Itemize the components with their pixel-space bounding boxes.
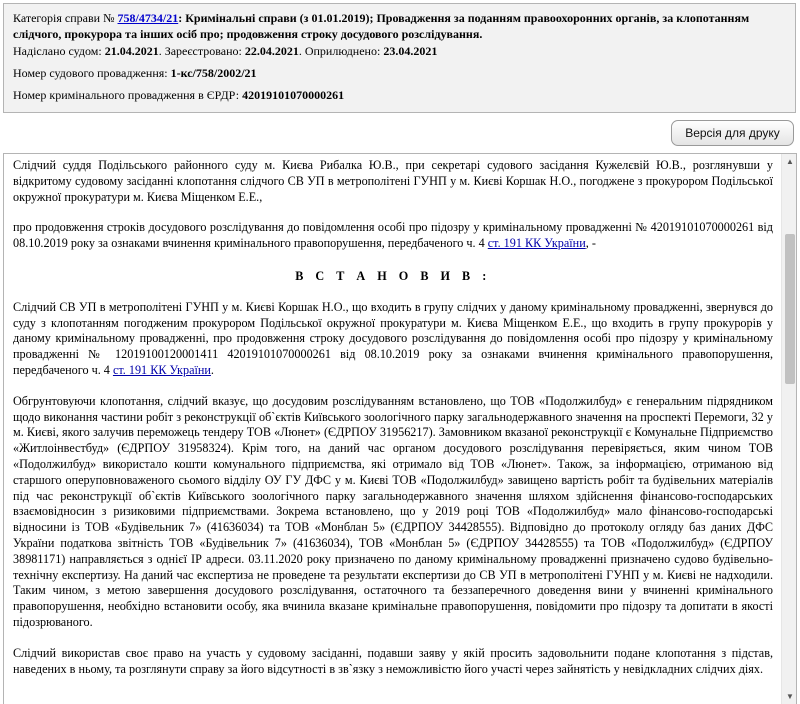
sent-date: 21.04.2021 [104, 44, 159, 58]
triangle-up-icon[interactable]: ▲ [786, 157, 794, 166]
published-date: 23.04.2021 [383, 44, 438, 58]
case-category-text: Кримінальні справи (з 01.01.2019); Провадження за поданням правоохоронних органів, за клопотанням слідчого, прокурора та інших осіб про; продовження строку досудового розслідування. [13, 11, 750, 41]
erdr-label: Номер кримінального провадження в ЄРДР: [13, 88, 243, 102]
case-dates-line [13, 43, 786, 62]
subject-text: про продовження строків досудового розслідування до повідомлення особі про підозру у кримінальному провадженні № 42019101070000261 від 08.10.2019 року за ознаками вчинення кримінального правопорушення, передбаченого ч. 4 [13, 220, 773, 251]
vertical-scrollbar[interactable] [781, 154, 797, 704]
case-category-label: Категорія справи № [13, 11, 118, 25]
subject-tail: , - [585, 236, 596, 251]
sent-label: Надіслано судом: [13, 44, 105, 58]
document-body [4, 154, 781, 704]
case-category-line [13, 10, 786, 42]
published-label: . Оприлюднено: [298, 44, 384, 58]
registered-label: . Зареєстровано: [158, 44, 245, 58]
subject-law-link[interactable]: ст. 191 КК України [487, 236, 586, 251]
case-category-sep: : [178, 11, 186, 25]
scroll-thumb[interactable] [785, 234, 795, 384]
paragraph-1-text: Слідчий СВ УП в метрополітені ГУНП у м. Києві Коршак Н.О., що входить в групу слідчих у даному кримінальному провадженні, звернувся до суду з клопотанням погодженим прокурором Подільської окружної прокуратури м. Києва Міщенком Е.Е., що входить в групу прокурорів у даному кримінальному провадженні, про продовження строку досудового розслідування до повідомлення особі про підозру у кримінальному провадженні № 12019100120001411 42019101070000261 від 08.10.2019 року за ознаками вчинення кримінального правопорушення, передбаченого ч. 4 [13, 299, 773, 377]
triangle-down-icon[interactable]: ▼ [786, 692, 794, 701]
erdr-value: 42019101070000261 [242, 88, 345, 102]
case-info-panel [3, 3, 796, 113]
case-number-link[interactable]: 758/4734/21 [117, 11, 179, 25]
document-frame[interactable] [3, 153, 797, 704]
print-version-button[interactable]: Версія для друку [671, 120, 794, 146]
ruling-heading: В С Т А Н О В И В : [295, 268, 491, 283]
paragraph-1-law-link[interactable]: ст. 191 КК України [112, 362, 211, 377]
paragraph-1-tail: . [210, 362, 214, 377]
paragraph-1 [13, 300, 773, 379]
court-case-value: 1-кс/758/2002/21 [170, 66, 257, 80]
paragraph-2: Обгрунтовуючи клопотання, слідчий вказує, що досудовим розслідуванням встановлено, що ТОВ «Подолжилбуд» є генеральним підрядником щодо виконання частини робіт з реконструкції об`єктів Київського зоологічного парку загальнодержавного значення на проспекті Перемоги, 32 у м. Києві, якого залучив переможець тендеру ТОВ «Люнет» (ЄДРПОУ 31956217). Замовником вказаної реконструкції є Комунальне Підприємство «Житлоінвестбуд» (ЄДРПОУ 31958324). Крім того, на даний час органом досудового розслідування перевіряється, яким чином ТОВ «Подолжилбуд» використало кошти комунального підприємства, які отримало від ТОВ «Люнет». Також, за інформацією, отриманою від старшого оперуповноваженого сьомого відділу ОУ ГУ ДФС у м. Києві ТОВ «Подолжилбуд» завищено вартість робіт та будівельних матеріалів під час реконструкції об`єктів Київського зоологічного парку загальнодержавного значення шляхом здійснення фінансово-господарських взаємовідносин з ризиковими підприємствами. Зокрема встановлено, що у 2019 році ТОВ «Подолжилбуд» мало фінансово-господарські відносини із ТОВ «Будівельник 7» (41636034) та ТОВ «Монблан 5» (ЄДРПОУ 34428555). Відповідно до протоколу огляду баз даних ДФС України податкова звітність ТОВ «Будівельник 7» (41636034), ТОВ «Монблан 5» (ЄДРПОУ 34428555) та ТОВ «Подолжилбуд» (ЄДРПОУ 38981171) направляється з однієї ІР адреси. 03.11.2020 року призначено по даному кримінальному провадженні призначено судово будівельно-технічну експертизу. На даний час експертиза не проведене та результати експертизи до СВ УП в метрополітені ГУНП у м. Києві не надходили. Таким чином, з метою завершення досудового розслідування, остаточного та беззаперечного доведення вини у вчиненні кримінального правопорушення, необхідно встановити особу, яка вчинила вказане кримінальне правопорушення, повідомити про підозру та допитати в якості підозрюваного. [13, 393, 773, 629]
erdr-line [13, 87, 786, 106]
subject-paragraph [13, 220, 773, 252]
registered-date: 22.04.2021 [244, 44, 299, 58]
intro-paragraph: Слідчий суддя Подільського районного суду м. Києва Рибалка Ю.В., при секретарі судового засідання Кужелєвій Ю.В., розглянувши у відкритому судовому засіданні клопотання слідчого СВ УП в метрополітені ГУНП у м. Києві Коршак Н.О., погоджене з прокурором Подільської окружної прокуратури м. Києва Міщенком Е.Е., [13, 158, 773, 204]
paragraph-3: Слідчий використав своє право на участь у судовому засіданні, подавши заяву у якій просить задовольнити подане клопотання з підстав, наведених в ньому, та розглянути справу за його відсутності в зв`язку з неможливістю його участі через зайнятість у невідкладних слідчих діях. [13, 645, 773, 676]
court-case-label: Номер судового провадження: [13, 66, 171, 80]
court-case-line [13, 65, 786, 84]
